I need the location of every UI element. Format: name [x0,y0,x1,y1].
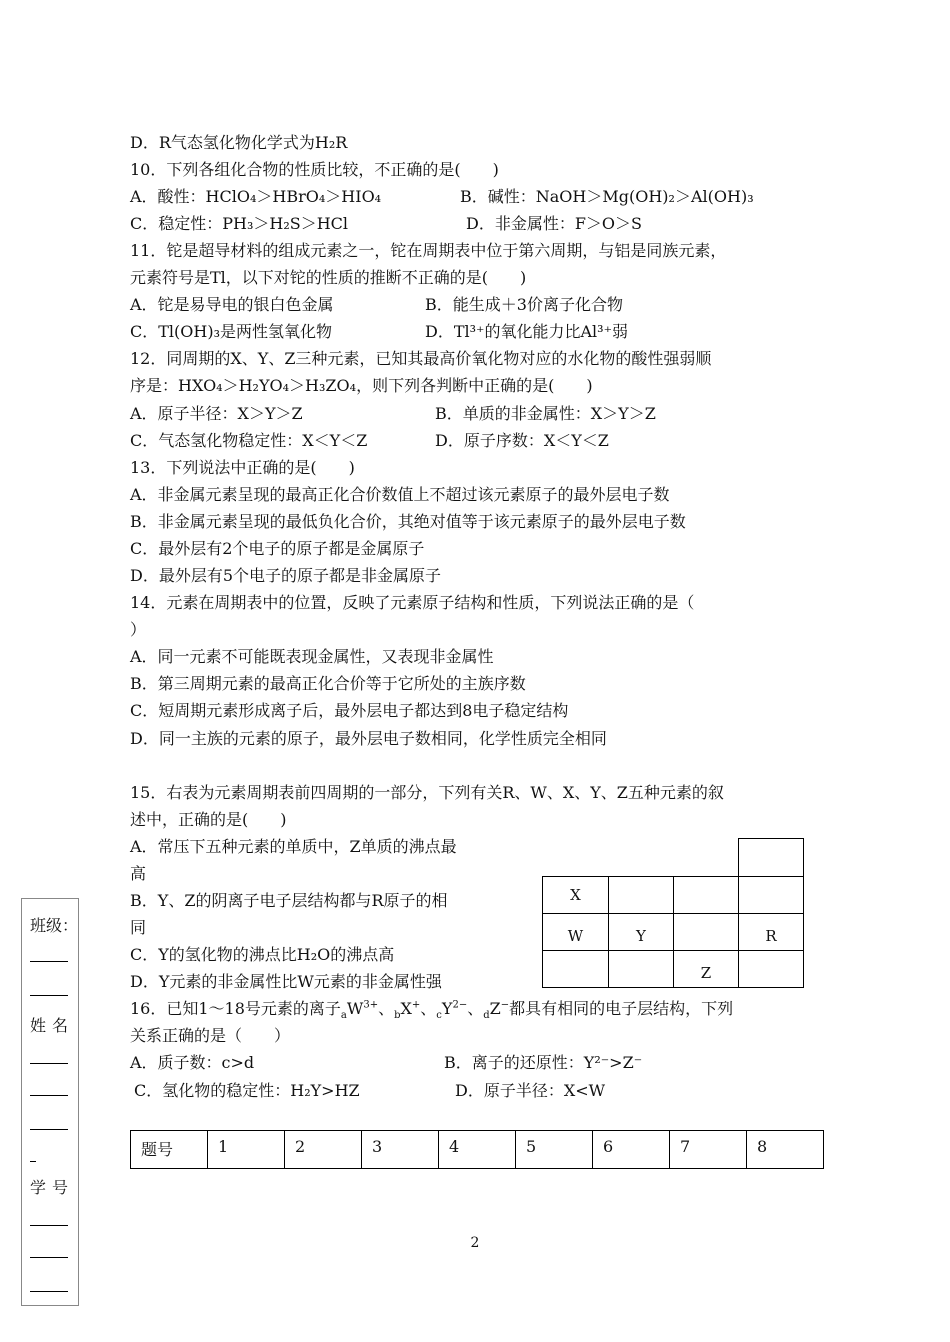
answer-cell-1[interactable]: 1 [208,1131,285,1169]
q14-stem-2: ） [130,620,147,639]
answer-cell-8[interactable]: 8 [747,1131,824,1169]
q11-option-d: D．Tl³⁺的氧化能力比Al³⁺弱 [425,322,629,341]
pt-cell [608,876,674,914]
q12-option-c: C．气态氢化物稳定性：X＜Y＜Z [130,431,368,450]
q13-option-c: C．最外层有2个电子的原子都是金属原子 [130,539,425,558]
answer-table [130,1130,824,1169]
name-line[interactable] [30,1129,68,1130]
q10-option-d: D．非金属性：F＞O＞S [466,214,643,233]
q15-stem-2: 述中，正确的是( ) [130,810,287,829]
pt-cell [542,950,609,988]
answer-cell-4[interactable]: 4 [439,1131,516,1169]
q16-stem-1 [130,999,733,1022]
q10-option-c: C．稳定性：PH₃＞H₂S＞HCl [130,214,349,233]
q11-stem-2: 元素符号是Tl，以下对铊的性质的推断不正确的是( ) [130,268,527,287]
q14-option-c: C．短周期元素形成离子后，最外层电子都达到8电子稳定结构 [130,701,569,720]
class-line[interactable] [30,961,68,962]
q15-option-d: D．Y元素的非金属性比W元素的非金属性强 [130,972,442,991]
table-row [131,1131,824,1169]
q16-option-b: B．离子的还原性：Y²⁻>Z⁻ [444,1053,643,1072]
q12-option-d: D．原子序数：X＜Y＜Z [435,431,609,450]
class-line[interactable] [30,995,68,996]
q11-option-b: B．能生成＋3价离子化合物 [425,295,623,314]
pt-cell-y: Y [608,913,674,951]
pt-cell [673,876,739,914]
answer-cell-6[interactable]: 6 [593,1131,670,1169]
number-line[interactable] [30,1291,68,1292]
answer-cell-2[interactable]: 2 [285,1131,362,1169]
answer-cell-7[interactable]: 7 [670,1131,747,1169]
q15-option-b-1: B．Y、Z的阴离子电子层结构都与R原子的相 [130,891,448,910]
number-label: 学号 [30,1178,75,1197]
q12-stem-2: 序是：HXO₄＞H₂YO₄＞H₃ZO₄，则下列各判断中正确的是( ) [130,376,593,395]
q16-option-c: C．氢化物的稳定性：H₂Y>HZ [134,1081,360,1100]
pt-cell-top [738,838,804,877]
pt-cell-x: X [542,876,609,914]
q16-option-a: A．质子数：c>d [130,1053,255,1072]
q15-option-b-2: 同 [130,918,147,937]
pt-cell [738,950,804,988]
name-line[interactable] [30,1161,36,1162]
pt-cell-z: Z [673,950,739,988]
ion-list: $_aW^{3+}$、$_b$X+、$_cY^{2-}$、$_d$Z− [340,999,510,1021]
q14-option-a: A．同一元素不可能既表现金属性，又表现非金属性 [130,647,494,666]
q11-stem-1: 11．铊是超导材料的组成元素之一，铊在周期表中位于第六周期，与铝是同族元素， [130,241,727,260]
number-line[interactable] [30,1225,68,1226]
answer-cell-3[interactable]: 3 [362,1131,439,1169]
q15-option-a-2: 高 [130,864,147,883]
q10-option-b: B．碱性：NaOH＞Mg(OH)₂＞Al(OH)₃ [460,187,754,206]
page-number: 2 [470,1235,480,1251]
q9-option-d: D．R气态氢化物化学式为H₂R [130,133,348,152]
q15-option-c: C．Y的氢化物的沸点比H₂O的沸点高 [130,945,395,964]
q16-stem-post: 都具有相同的电子层结构，下列 [509,999,734,1018]
q13-stem: 13．下列说法中正确的是( ) [130,458,355,477]
q13-option-a: A．非金属元素呈现的最高正化合价数值上不超过该元素原子的最外层电子数 [130,485,670,504]
q15-option-a-1: A．常压下五种元素的单质中，Z单质的沸点最 [130,837,457,856]
name-line[interactable] [30,1063,68,1064]
class-label: 班级： [30,916,79,935]
q10-stem: 10．下列各组化合物的性质比较，不正确的是( ) [130,160,499,179]
q13-option-b: B．非金属元素呈现的最低负化合价，其绝对值等于该元素原子的最外层电子数 [130,512,686,531]
name-line[interactable] [30,1095,68,1096]
q14-option-b: B．第三周期元素的最高正化合价等于它所处的主族序数 [130,674,526,693]
q10-option-a: A．酸性：HClO₄＞HBrO₄＞HIO₄ [130,187,382,206]
pt-cell-r: R [738,913,804,951]
q11-option-c: C．Tl(OH)₃是两性氢氧化物 [130,322,333,341]
pt-cell [673,913,739,951]
answer-cell-5[interactable]: 5 [516,1131,593,1169]
pt-cell [608,950,674,988]
q13-option-d: D．最外层有5个电子的原子都是非金属原子 [130,566,442,585]
pt-cell [738,876,804,914]
q11-option-a: A．铊是易导电的银白色金属 [130,295,334,314]
q16-stem-2: 关系正确的是（ ） [130,1026,291,1045]
q16-stem-pre: 16．已知1～18号元素的离子 [130,999,341,1018]
q12-stem-1: 12．同周期的X、Y、Z三种元素，已知其最高价氧化物对应的水化物的酸性强弱顺 [130,349,712,368]
q16-option-d: D．原子半径：X<W [455,1081,606,1100]
q12-option-a: A．原子半径：X＞Y＞Z [130,404,303,423]
q12-option-b: B．单质的非金属性：X＞Y＞Z [435,404,656,423]
q15-stem-1: 15．右表为元素周期表前四周期的一部分，下列有关R、W、X、Y、Z五种元素的叙 [130,783,724,802]
q14-stem-1: 14．元素在周期表中的位置，反映了元素原子结构和性质，下列说法正确的是（ [130,593,695,612]
answer-header-cell: 题号 [131,1131,208,1169]
q14-option-d: D．同一主族的元素的原子，最外层电子数相同，化学性质完全相同 [130,729,607,748]
pt-cell-w: W [542,913,609,951]
number-line[interactable] [30,1257,68,1258]
name-label: 姓名 [30,1016,75,1035]
